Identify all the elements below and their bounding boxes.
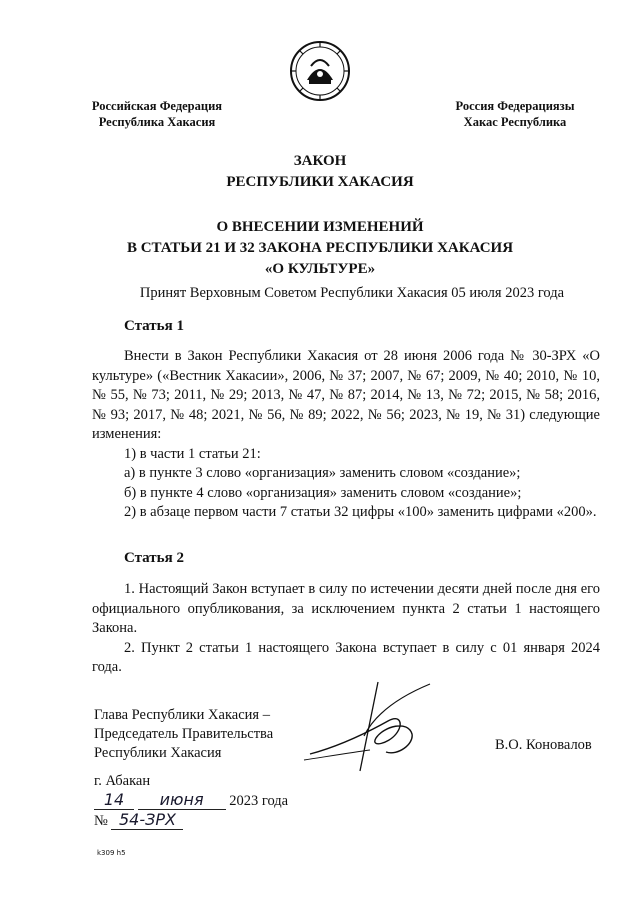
adoption-statement: Принят Верховным Советом Республики Хакасия 05 июля 2023 года xyxy=(139,285,565,301)
article1-item1: 1) в части 1 статьи 21: xyxy=(124,445,261,462)
signatory-title-block xyxy=(94,706,273,763)
header-left-line1: Российская Федерация xyxy=(91,99,223,113)
law-subject-line1: О ВНЕСЕНИИ ИЗМЕНЕНИЙ xyxy=(216,219,424,235)
article2-paragraph2: 2. Пункт 2 статьи 1 настоящего Закона вступает в силу с 01 января 2024 года. xyxy=(92,639,600,675)
law-number xyxy=(94,810,183,834)
signatory-title-line1: Глава Республики Хакасия – xyxy=(94,707,270,723)
law-subject-line2: В СТАТЬИ 21 И 32 ЗАКОНА РЕСПУБЛИКИ ХАКАСИЯ xyxy=(126,240,514,256)
date-month: июня xyxy=(138,790,226,810)
law-title-line2: РЕСПУБЛИКИ ХАКАСИЯ xyxy=(226,174,414,190)
city: г. Абакан xyxy=(94,773,151,789)
signatory-title-line2: Председатель Правительства xyxy=(94,726,274,742)
law-subject-line3: «О КУЛЬТУРЕ» xyxy=(264,261,376,277)
header-right-line1: Россия Федерациязы xyxy=(455,99,575,113)
signatory-name: В.О. Коновалов xyxy=(495,737,592,753)
handwritten-signature xyxy=(300,676,460,786)
article1-intro: Внести в Закон Республики Хакасия от 28 июня 2006 года № 30-ЗРХ «О культуре» («Вестник Хакасии», 2006, № 37; 2007, № 67; 2009, № 40; 2010, № 10, № 55, № 73; 2011, № 29; 2013, № 47, № 87; 2014, № 13, № 72; 2015, № 58; 2016, № 93; 2017, № 48; 2021, № 56, № 89; 2022, № 56; 2023, № 19, № 31) следующие изменения: xyxy=(92,348,600,442)
date-year: 2023 года xyxy=(229,793,289,809)
number-prefix: № xyxy=(94,813,108,829)
article1-item1b: б) в пункте 4 слово «организация» заменить словом «создание»; xyxy=(124,484,522,501)
law-title xyxy=(0,151,640,193)
law-title-line1: ЗАКОН xyxy=(293,153,347,169)
number-value: 54-ЗРХ xyxy=(111,810,183,830)
law-subject xyxy=(0,217,640,280)
date-day: 14 xyxy=(94,790,134,810)
article2-paragraph1: 1. Настоящий Закон вступает в силу по истечении десяти дней после дня его официального опубликования, за исключением пункта 2 статьи 1 настоящего Закона. xyxy=(92,581,600,636)
article1-body xyxy=(92,347,600,523)
header-left-line2: Республика Хакасия xyxy=(98,115,216,129)
header-right-block xyxy=(440,98,590,130)
signatory-title-line3: Республики Хакасия xyxy=(94,745,222,761)
article1-item1a: а) в пункте 3 слово «организация» заменить словом «создание»; xyxy=(124,465,521,481)
header-left-block xyxy=(82,98,232,130)
header-right-line2: Хакас Республика xyxy=(463,115,567,129)
article1-item2: 2) в абзаце первом части 7 статьи 32 цифры «100» заменить цифрами «200». xyxy=(124,504,597,520)
coat-of-arms-emblem xyxy=(289,40,351,102)
document-code: k309 h5 xyxy=(97,849,126,857)
article2-heading: Статья 2 xyxy=(124,550,184,566)
article2-body xyxy=(92,580,600,678)
article1-heading: Статья 1 xyxy=(124,318,184,334)
